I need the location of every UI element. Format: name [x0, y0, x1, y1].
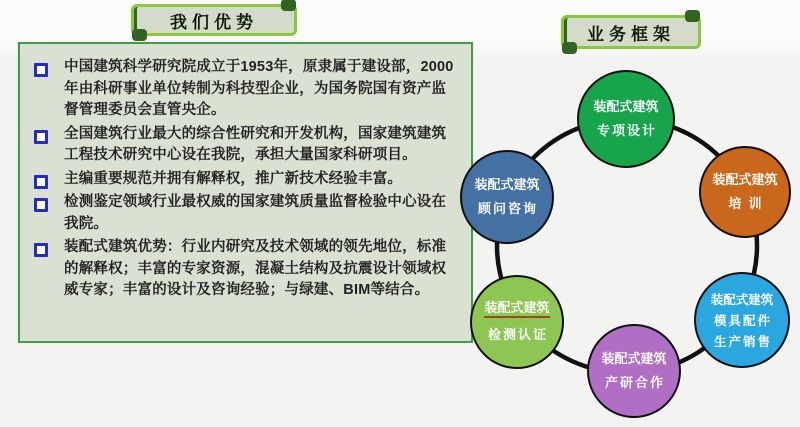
bullet-text: 全国建筑行业最大的综合性研究和开发机构，国家建筑建筑工程技术研究中心设在我院，承担大量国家科研项目。 — [64, 125, 447, 163]
advantages-title: 我们优势 — [170, 12, 258, 33]
node-line: 装配式建筑 — [601, 351, 667, 367]
node-line: 专项设计 — [596, 123, 657, 139]
node-line: 装配式建筑 — [712, 172, 778, 188]
node-training — [699, 146, 791, 238]
node-line: 装配式建筑 — [710, 291, 774, 307]
bullet-text: 检测鉴定领域行业最权威的国家建筑质量监督检验中心设在我院。 — [64, 194, 447, 232]
framework-title-box — [561, 15, 701, 49]
bullet-text: 装配式建筑优势：行业内研究及技术领域的领先地位，标准的解释权；丰富的专家资源，混凝土结构及抗震设计领域权威专家；丰富的设计及咨询经验；与绿建、BIM等结合。 — [64, 239, 447, 298]
node-research-cooperation — [587, 324, 681, 418]
node-mold-parts-sales — [694, 272, 790, 368]
node-line: 产研合作 — [604, 375, 665, 391]
node-line: 装配式建筑 — [484, 301, 550, 316]
framework-title: 业务框架 — [587, 24, 675, 45]
node-line: 装配式建筑 — [474, 177, 540, 193]
node-special-design — [577, 70, 675, 168]
node-line: 装配式建筑 — [593, 99, 659, 115]
node-line: 检测认证 — [487, 328, 548, 343]
node-line: 顾问咨询 — [477, 201, 538, 217]
bullet-text: 中国建筑科学研究院成立于1953年，原隶属于建设部，2000年由科研事业单位转制为科技型企业，为国务院国有资产监督管理委员会直管央企。 — [64, 59, 454, 118]
node-testing-certification — [470, 275, 564, 369]
node-consulting — [460, 150, 554, 244]
advantages-title-box — [131, 4, 297, 36]
node-line: 培训 — [728, 196, 769, 212]
node-line: 模具配件 — [713, 312, 772, 328]
node-line: 生产销售 — [713, 333, 772, 349]
bullet-text: 主编重要规范并拥有解释权，推广新技术经验丰富。 — [64, 170, 403, 187]
